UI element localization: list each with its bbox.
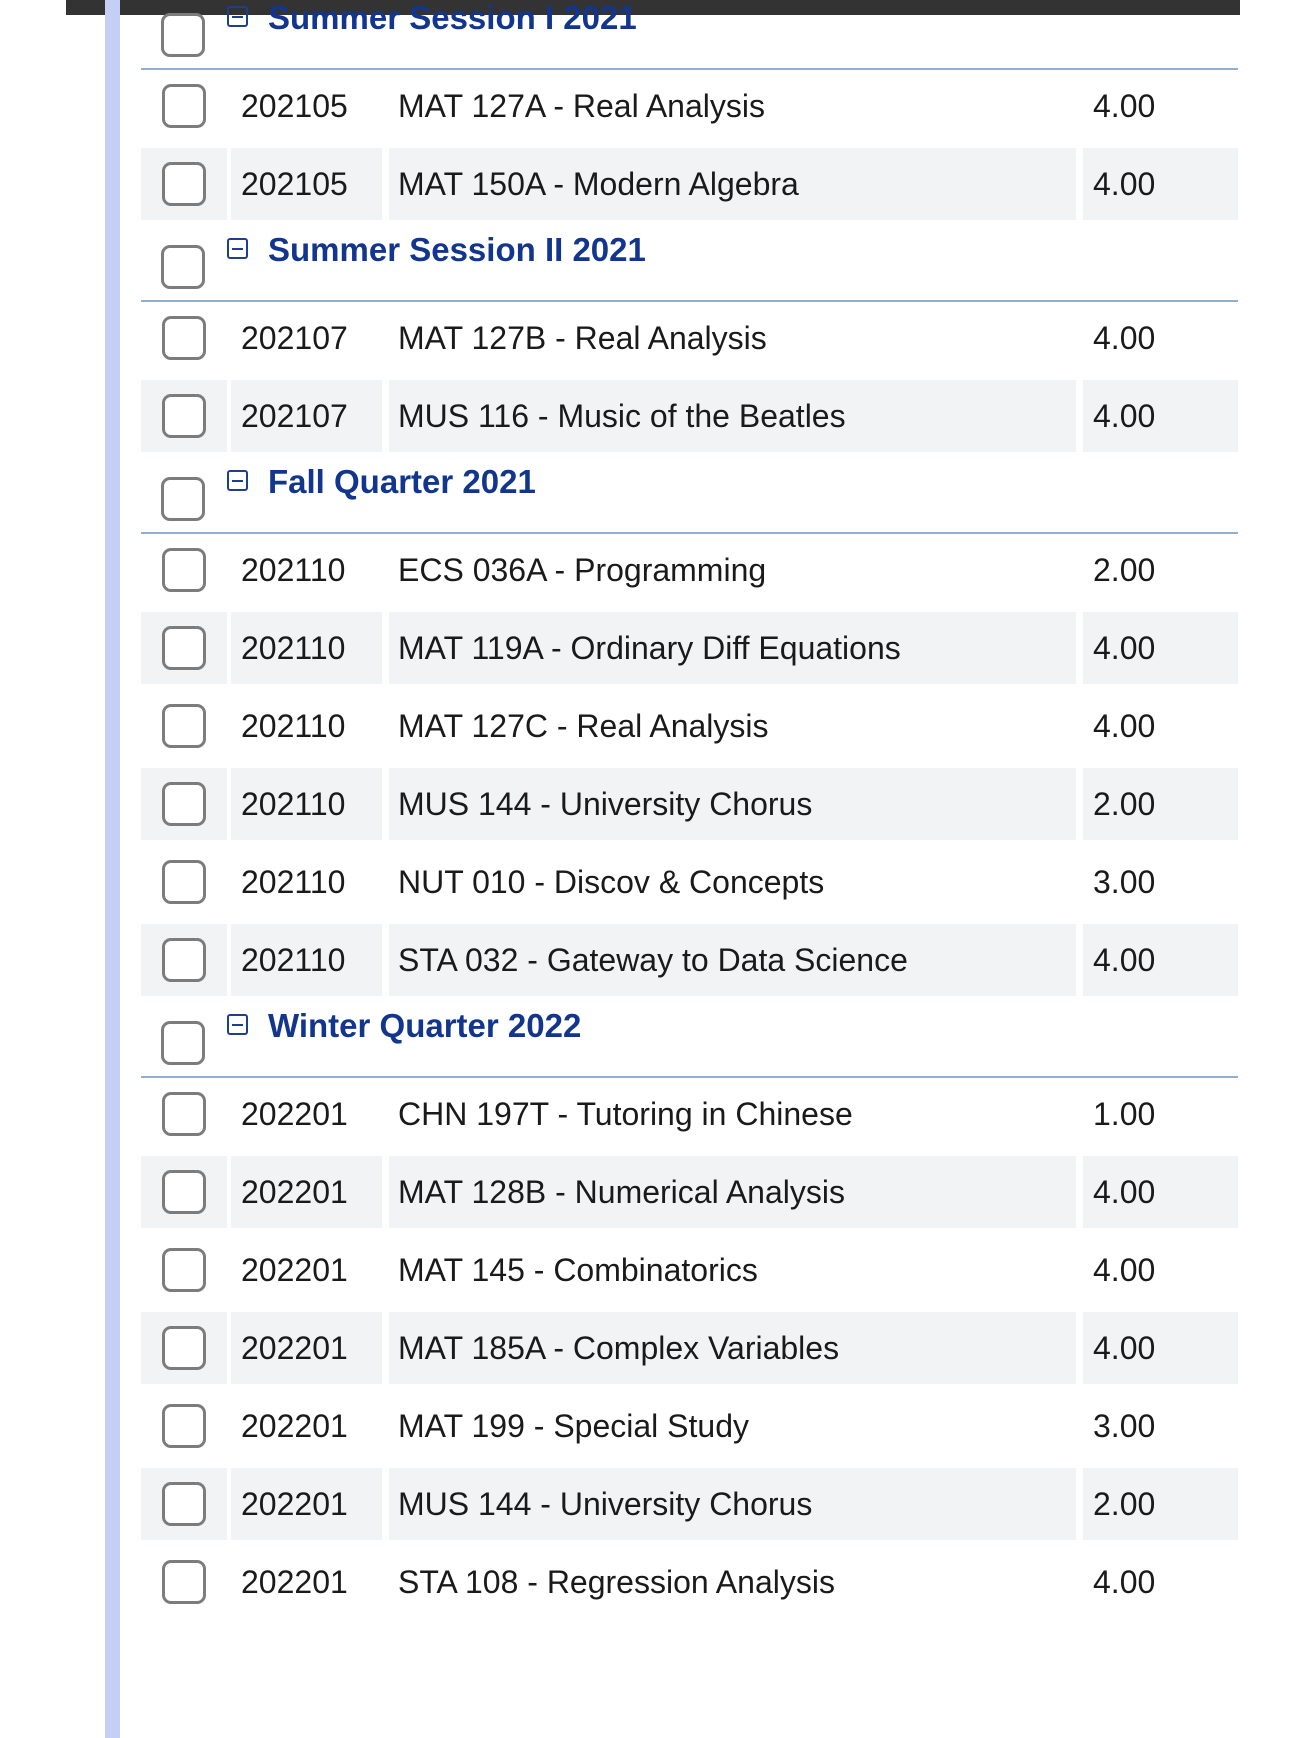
course-name: MAT 199 - Special Study [398, 1407, 749, 1444]
collapse-minus-icon[interactable] [227, 6, 248, 27]
course-name: MAT 127C - Real Analysis [398, 707, 769, 744]
course-checkbox-cell [141, 148, 227, 220]
term-group [141, 0, 1238, 226]
course-checkbox-icon[interactable] [162, 1482, 206, 1526]
course-checkbox-cell [141, 846, 227, 918]
course-checkbox-icon[interactable] [162, 394, 206, 438]
course-checkbox-cell [141, 1234, 227, 1306]
course-name: STA 032 - Gateway to Data Science [389, 924, 1076, 996]
term-code: 202110 [241, 863, 346, 900]
course-row [141, 148, 1238, 226]
course-units: 4.00 [1083, 148, 1238, 220]
term-header [141, 458, 1238, 534]
term-title: Fall Quarter 2021 [268, 463, 536, 500]
course-checkbox-cell [141, 70, 227, 142]
course-row [141, 1546, 1238, 1624]
term-code: 202201 [241, 1407, 348, 1444]
term-code: 202201 [231, 1156, 382, 1228]
course-row [141, 1468, 1238, 1546]
course-units: 4.00 [1093, 319, 1156, 356]
course-checkbox-cell [141, 768, 227, 840]
course-row [141, 1312, 1238, 1390]
course-checkbox-icon[interactable] [162, 316, 206, 360]
term-code: 202110 [231, 612, 382, 684]
course-checkbox-cell [141, 1546, 227, 1618]
collapse-minus-icon[interactable] [227, 238, 248, 259]
term-code: 202107 [231, 380, 382, 452]
course-name: MAT 119A - Ordinary Diff Equations [389, 612, 1076, 684]
course-checkbox-cell [141, 690, 227, 762]
course-units: 4.00 [1083, 1156, 1238, 1228]
course-checkbox-cell [141, 924, 227, 996]
course-checkbox-cell [141, 534, 227, 606]
course-units: 4.00 [1083, 612, 1238, 684]
course-checkbox-icon[interactable] [162, 162, 206, 206]
course-checkbox-icon[interactable] [162, 1326, 206, 1370]
term-code: 202110 [241, 707, 346, 744]
course-name: MAT 150A - Modern Algebra [389, 148, 1076, 220]
course-name: MAT 145 - Combinatorics [398, 1251, 758, 1288]
course-checkbox-cell [141, 1156, 227, 1228]
course-name: MUS 144 - University Chorus [389, 1468, 1076, 1540]
course-name: STA 108 - Regression Analysis [398, 1563, 835, 1600]
term-code: 202201 [241, 1563, 348, 1600]
course-units: 1.00 [1093, 1095, 1156, 1132]
course-name: ECS 036A - Programming [398, 551, 767, 588]
course-checkbox-cell [141, 1312, 227, 1384]
course-name: MAT 128B - Numerical Analysis [389, 1156, 1076, 1228]
course-checkbox-icon[interactable] [162, 860, 206, 904]
course-units: 4.00 [1083, 1312, 1238, 1384]
course-list [141, 0, 1238, 1624]
left-rail [105, 0, 120, 1738]
course-row [141, 1078, 1238, 1156]
term-title: Summer Session II 2021 [268, 231, 646, 268]
course-units: 2.00 [1083, 1468, 1238, 1540]
term-code: 202201 [241, 1095, 348, 1132]
term-title: Winter Quarter 2022 [268, 1007, 582, 1044]
course-checkbox-icon[interactable] [162, 1560, 206, 1604]
term-header [141, 0, 1238, 70]
course-checkbox-icon[interactable] [162, 548, 206, 592]
course-row [141, 302, 1238, 380]
course-name: MAT 127A - Real Analysis [398, 87, 765, 124]
course-row [141, 1234, 1238, 1312]
term-header [141, 226, 1238, 302]
course-checkbox-icon[interactable] [162, 1248, 206, 1292]
term-title: Summer Session I 2021 [268, 0, 637, 36]
course-row [141, 1390, 1238, 1468]
course-checkbox-cell [141, 1390, 227, 1462]
course-rows [141, 302, 1238, 458]
course-checkbox-cell [141, 1468, 227, 1540]
collapse-minus-icon[interactable] [227, 1014, 248, 1035]
term-code: 202110 [241, 551, 346, 588]
course-checkbox-cell [141, 302, 227, 374]
course-units: 4.00 [1093, 87, 1156, 124]
course-row [141, 768, 1238, 846]
course-row [141, 690, 1238, 768]
course-rows [141, 534, 1238, 1002]
course-name: NUT 010 - Discov & Concepts [398, 863, 825, 900]
course-checkbox-icon[interactable] [162, 1092, 206, 1136]
course-units: 4.00 [1093, 1251, 1156, 1288]
course-units: 2.00 [1083, 768, 1238, 840]
course-checkbox-icon[interactable] [162, 782, 206, 826]
course-units: 4.00 [1093, 1563, 1156, 1600]
course-checkbox-icon[interactable] [162, 938, 206, 982]
course-rows [141, 1078, 1238, 1624]
term-group [141, 226, 1238, 458]
course-units: 3.00 [1093, 863, 1156, 900]
course-name: CHN 197T - Tutoring in Chinese [398, 1095, 853, 1132]
course-checkbox-cell [141, 612, 227, 684]
course-checkbox-cell [141, 380, 227, 452]
course-row [141, 612, 1238, 690]
course-checkbox-icon[interactable] [162, 704, 206, 748]
term-code: 202110 [231, 768, 382, 840]
term-checkbox-icon[interactable] [161, 1021, 205, 1065]
term-code: 202105 [241, 87, 348, 124]
course-checkbox-icon[interactable] [162, 84, 206, 128]
course-checkbox-cell [141, 1078, 227, 1150]
course-row [141, 846, 1238, 924]
course-units: 4.00 [1093, 707, 1156, 744]
term-code: 202107 [241, 319, 348, 356]
course-row [141, 70, 1238, 148]
term-code: 202201 [231, 1312, 382, 1384]
term-code: 202201 [231, 1468, 382, 1540]
term-checkbox-icon[interactable] [161, 245, 205, 289]
term-code: 202201 [241, 1251, 348, 1288]
course-rows [141, 70, 1238, 226]
course-units: 4.00 [1083, 380, 1238, 452]
course-units: 4.00 [1083, 924, 1238, 996]
term-header [141, 1002, 1238, 1078]
course-row [141, 380, 1238, 458]
course-checkbox-icon[interactable] [162, 1170, 206, 1214]
course-name: MAT 127B - Real Analysis [398, 319, 767, 356]
course-name: MUS 144 - University Chorus [389, 768, 1076, 840]
course-row [141, 534, 1238, 612]
term-code: 202110 [231, 924, 382, 996]
term-group [141, 458, 1238, 1002]
course-checkbox-icon[interactable] [162, 626, 206, 670]
course-units: 2.00 [1093, 551, 1156, 588]
course-row [141, 924, 1238, 1002]
term-code: 202105 [231, 148, 382, 220]
term-checkbox-icon[interactable] [161, 13, 205, 57]
course-checkbox-icon[interactable] [162, 1404, 206, 1448]
term-group [141, 1002, 1238, 1624]
course-row [141, 1156, 1238, 1234]
course-name: MAT 185A - Complex Variables [389, 1312, 1076, 1384]
course-name: MUS 116 - Music of the Beatles [389, 380, 1076, 452]
course-units: 3.00 [1093, 1407, 1156, 1444]
collapse-minus-icon[interactable] [227, 470, 248, 491]
term-checkbox-icon[interactable] [161, 477, 205, 521]
